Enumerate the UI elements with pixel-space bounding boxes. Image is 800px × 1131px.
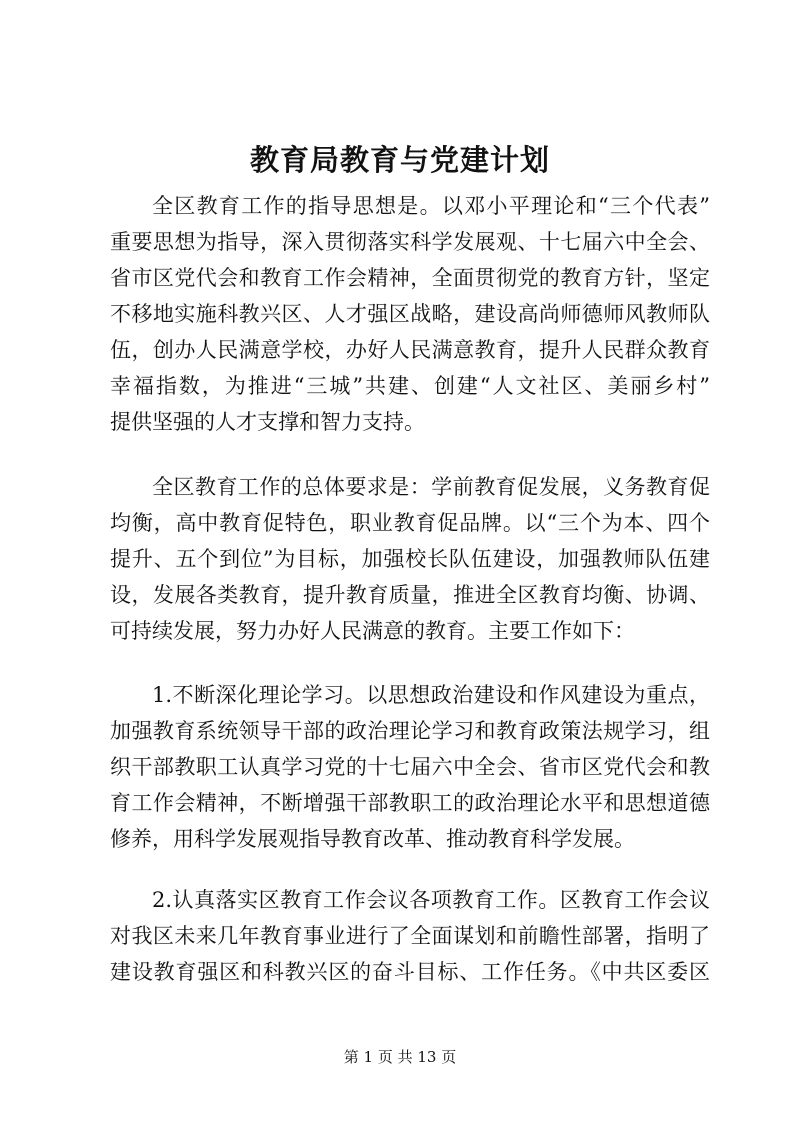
paragraph-3-line-3: 织干部教职工认真学习党的十七届六中全会、省市区党代会和教 [110, 755, 710, 779]
paragraph-1-line-3: 省市区党代会和教育工作会精神，全面贯彻党的教育方针，坚定 [110, 266, 710, 290]
paragraph-2-line-5: 可持续发展，努力办好人民满意的教育。主要工作如下： [110, 619, 635, 643]
document-title: 教育局教育与党建计划 [249, 143, 550, 177]
paragraph-1-line-6: 幸福指数，为推进“三城”共建、创建“人文社区、美丽乡村” [110, 374, 710, 398]
paragraph-3-line-5: 修养，用科学发展观指导教育改革、推动教育科学发展。 [110, 827, 635, 851]
paragraph-1-line-5: 伍，创办人民满意学校，办好人民满意教育，提升人民群众教育 [110, 338, 710, 362]
paragraph-2-line-1: 全区教育工作的总体要求是：学前教育促发展，义务教育促 [152, 475, 710, 499]
page-footer: 第 1 页 共 13 页 [343, 1048, 457, 1066]
paragraph-4-line-2: 对我区未来几年教育事业进行了全面谋划和前瞻性部署，指明了 [110, 924, 710, 948]
paragraph-3-line-2: 加强教育系统领导干部的政治理论学习和教育政策法规学习，组 [110, 719, 710, 743]
paragraph-4-line-3: 建设教育强区和科教兴区的奋斗目标、工作任务。《中共区委区 [110, 960, 710, 984]
paragraph-1-line-7: 提供坚强的人才支撑和智力支持。 [110, 410, 425, 434]
paragraph-2-line-3: 提升、五个到位”为目标，加强校长队伍建设，加强教师队伍建 [110, 547, 710, 571]
paragraph-1-line-2: 重要思想为指导，深入贯彻落实科学发展观、十七届六中全会、 [110, 230, 710, 254]
paragraph-1-line-4: 不移地实施科教兴区、人才强区战略，建设高尚师德师风教师队 [110, 302, 710, 326]
paragraph-4-line-1: 2.认真落实区教育工作会议各项教育工作。区教育工作会议 [152, 888, 710, 912]
paragraph-2-line-4: 设，发展各类教育，提升教育质量，推进全区教育均衡、协调、 [110, 583, 710, 607]
paragraph-1-line-1: 全区教育工作的指导思想是。以邓小平理论和“三个代表” [152, 194, 710, 218]
paragraph-3-line-4: 育工作会精神，不断增强干部教职工的政治理论水平和思想道德 [110, 791, 710, 815]
paragraph-2-line-2: 均衡，高中教育促特色，职业教育促品牌。以“三个为本、四个 [110, 511, 710, 535]
paragraph-3-line-1: 1.不断深化理论学习。以思想政治建设和作风建设为重点， [152, 683, 710, 707]
